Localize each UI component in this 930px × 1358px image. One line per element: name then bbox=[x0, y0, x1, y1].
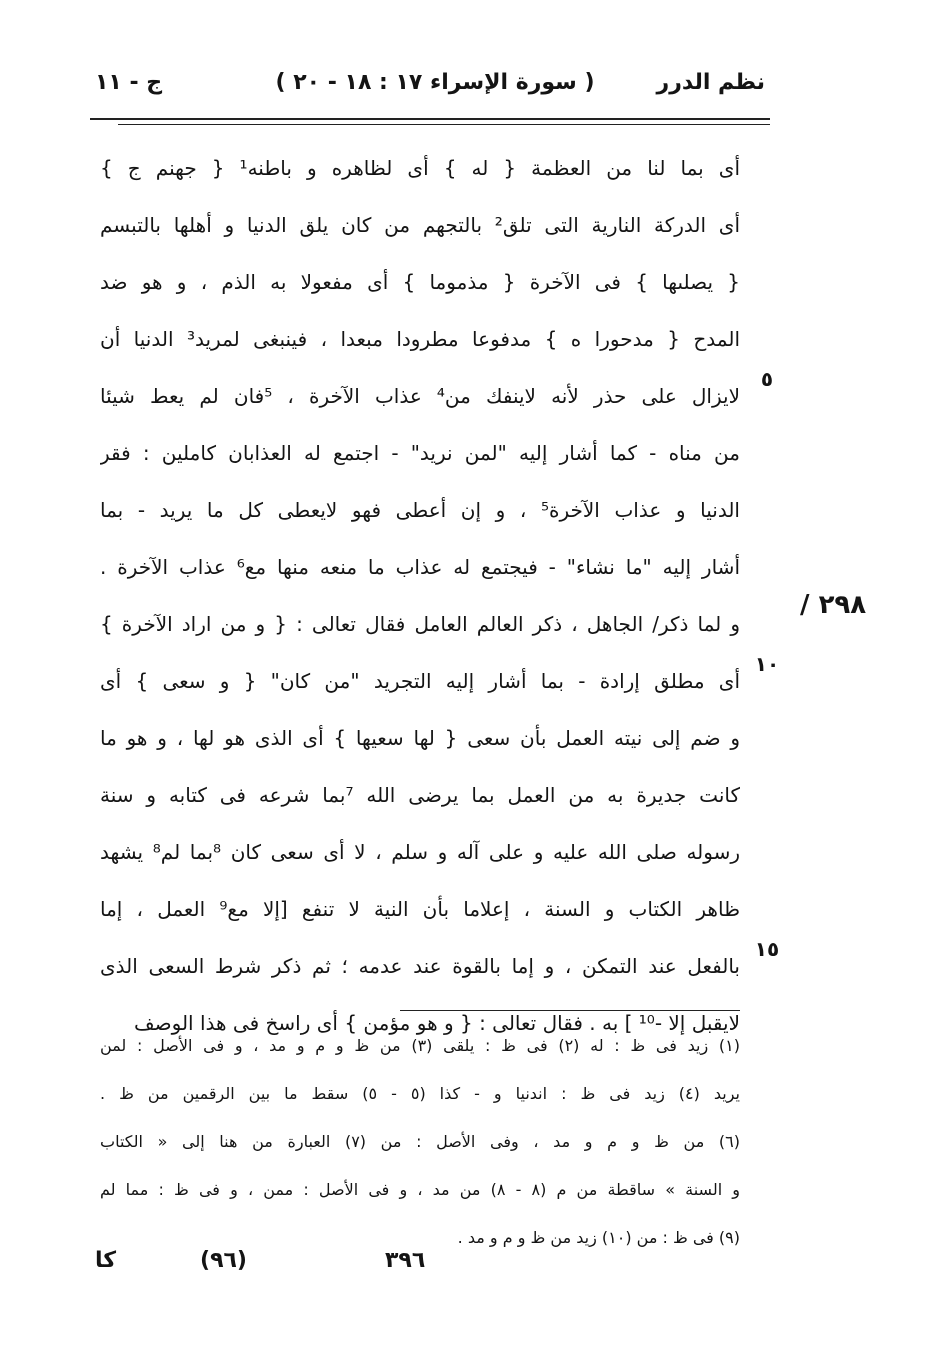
text-line: المدح { مدحورا ه } مدفوعا مطرودا مبعدا ، فينبغى لمريد³ الدنيا أن bbox=[100, 327, 740, 351]
manuscript-page-number: (٩٦) bbox=[200, 1248, 247, 1273]
volume-label: ج - ١١ bbox=[95, 70, 163, 95]
text-line: ظاهر الكتاب و السنة ، إعلاما بأن النية لا تنفع [إلا مع⁹ العمل ، إما bbox=[100, 897, 740, 921]
footnote-line: و السنة » ساقطة من م (٨ - ٨) من مد ، و فى الأصل : ممن ، و فى ظ : مما لم bbox=[100, 1180, 740, 1199]
text-line: أشار إليه "ما نشاء" - فيجتمع له عذاب ما منعه منها مع⁶ عذاب الآخرة . bbox=[100, 555, 740, 579]
text-line: أى بما لنا من العظمة { له } أى لظاهره و باطنه¹ { جهنم ج } bbox=[100, 156, 740, 180]
footnote-line: يريد (٤) زيد فى ظ : اندنيا و - كذا (٥ - ٥) سقط ما بين الرقمين من ظ . bbox=[100, 1084, 740, 1103]
text-line: أى مطلق إرادة - بما أشار إليه التجريد "من كان" { و سعى } أى bbox=[100, 669, 740, 693]
footnote-line: (١) زيد فى ظ : له (٢) فى ظ : يلقى (٣) من ظ و م و مد ، و فى الأصل : لمن bbox=[100, 1036, 740, 1055]
header-rule bbox=[90, 118, 770, 120]
text-line: بالفعل عند التمكن ، و إما بالقوة عند عدمه ؛ ثم ذكر شرط السعى الذى bbox=[100, 954, 740, 978]
footnote-line: (٩) فى ظ : من (١٠) زيد من ظ و م و مد . bbox=[457, 1228, 740, 1247]
text-line: و ضم إلى نيته العمل بأن سعى { لها سعيها } أى الذى هو لها ، و هو ما bbox=[100, 726, 740, 750]
header-rule-thin bbox=[118, 124, 770, 125]
text-line: لايزال على حذر لأنه لاينفك من⁴ عذاب الآخرة ، ⁵فان لم يعط شيئا bbox=[100, 384, 740, 408]
text-line: كانت جديرة به من العمل بما يرضى الله ⁷بما شرعه فى كتابه و سنة bbox=[100, 783, 740, 807]
catchword: كا bbox=[95, 1248, 117, 1273]
text-line: رسوله صلى الله عليه و على آله و سلم ، لا أى سعى كان ⁸بما لم⁸ يشهد bbox=[100, 840, 740, 864]
text-line: { يصلىها } فى الآخرة { مذموما } أى مفعولا به الذم ، و هو ضد bbox=[100, 270, 740, 294]
page-number: ٣٩٦ bbox=[385, 1248, 426, 1273]
surah-reference: ( سورة الإسراء ١٧ : ١٨ - ٢٠ ) bbox=[275, 70, 595, 95]
text-line: الدنيا و عذاب الآخرة⁵ ، و إن أعطى فهو لايعطى كل ما يريد - بما bbox=[100, 498, 740, 522]
main-text bbox=[100, 140, 740, 1052]
text-line: لايقبل إلا -¹⁰ ] به . فقال تعالى : { و هو مؤمن } أى راسخ فى هذا الوصف bbox=[133, 1011, 740, 1035]
running-header bbox=[95, 70, 765, 110]
text-line: و لما ذكر/ الجاهل ، ذكر العالم العامل فقال تعالى : { و من اراد الآخرة } bbox=[100, 612, 740, 636]
footnote-separator bbox=[400, 1010, 740, 1011]
footnote-line: (٦) من ظ و م و مد ، وفى الأصل : من (٧) العبارة من هنا إلى « الكتاب bbox=[100, 1132, 740, 1151]
footnotes bbox=[100, 1022, 740, 1262]
book-title: نظم الدرر bbox=[656, 70, 765, 95]
line-number-5: ٥ bbox=[760, 367, 774, 391]
text-line: من مناه - كما أشار إليه "لمن نريد" - اجتمع له العذابان كاملين : فقر bbox=[100, 441, 740, 465]
text-line: أى الدركة النارية التى تلق² بالتجهم من كان يلق الدنيا و أهلها بالتبسم bbox=[100, 213, 740, 237]
margin-folio-reference: ٢٩٨ / bbox=[800, 590, 867, 620]
line-number-15: ١٥ bbox=[754, 937, 780, 961]
line-number-10: ١٠ bbox=[754, 652, 780, 676]
